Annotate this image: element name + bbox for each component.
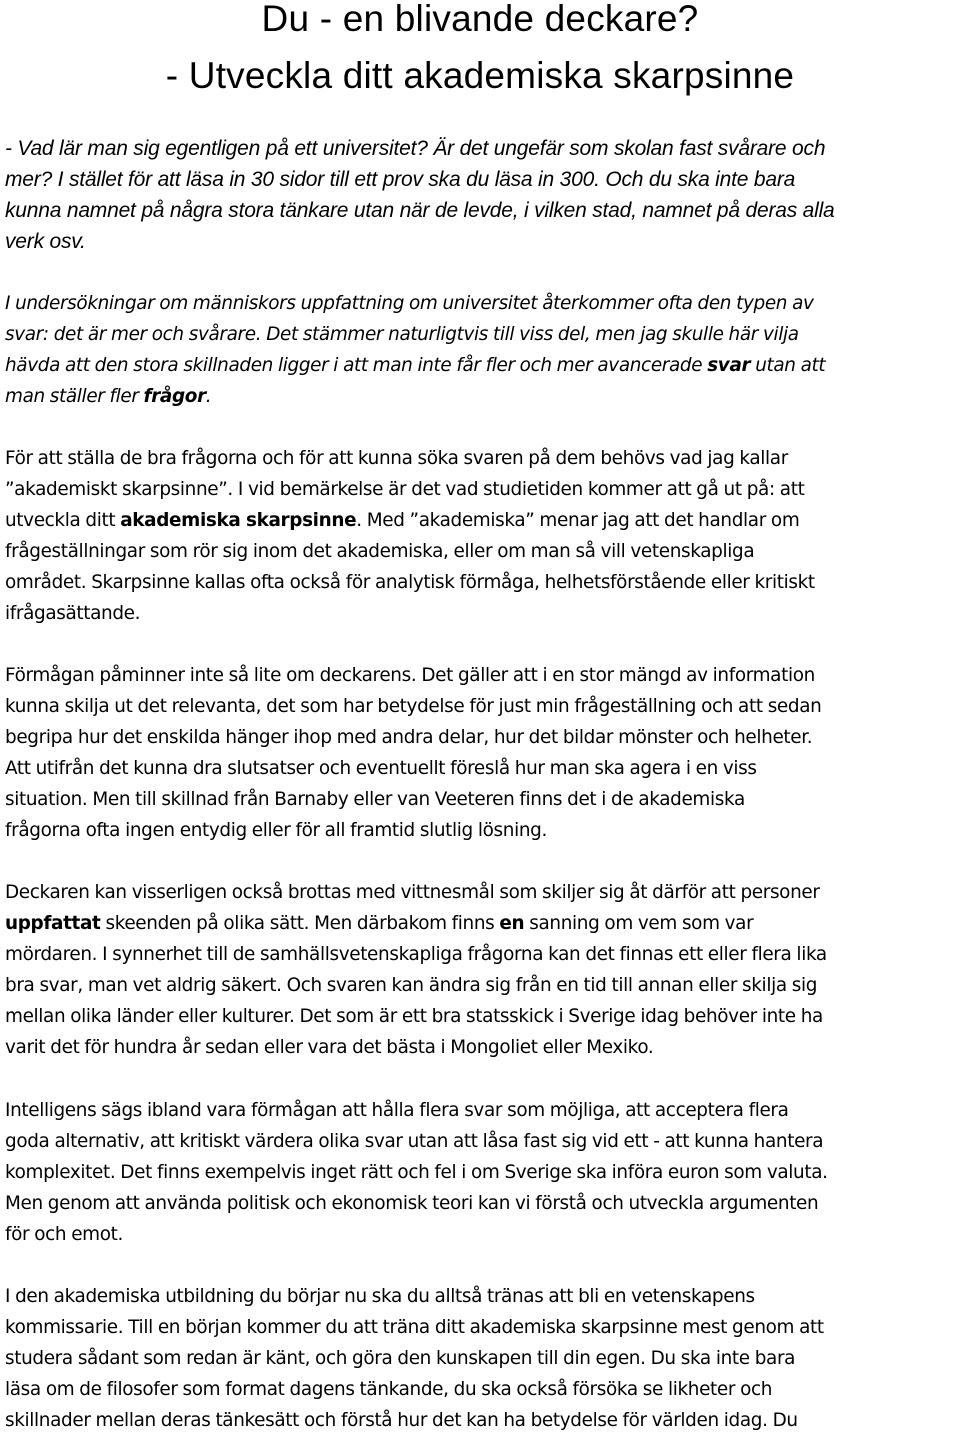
text-run: man ställer fler (5, 386, 144, 407)
paragraph-surveys (5, 288, 960, 412)
text-line: varit det för hundra år sedan eller vara det bästa i Mongoliet eller Mexiko. (5, 1037, 654, 1058)
text-run: . (205, 386, 212, 407)
text-line: komplexitet. Det finns exempelvis inget rätt och fel i om Sverige ska införa euron som valuta. (5, 1162, 828, 1183)
emphasis-akademiska-skarpsinne: akademiska skarpsinne (120, 510, 357, 531)
text-line: Men genom att använda politisk och ekonomisk teori kan vi förstå och utveckla argumenten (5, 1193, 819, 1214)
emphasis-uppfattat: uppfattat (5, 913, 101, 934)
text-line: I den akademiska utbildning du börjar nu ska du alltså tränas att bli en vetenskapens (5, 1286, 755, 1307)
text-run: sanning om vem som var (524, 913, 754, 934)
text-line (5, 381, 960, 412)
document-title-line-2: - Utveckla ditt akademiska skarpsinne (165, 55, 795, 96)
text-line (5, 505, 960, 536)
emphasis-en: en (499, 913, 525, 934)
text-line: kunna namnet på några stora tänkare utan när de levde, i vilken stad, namnet på deras alla (5, 199, 835, 222)
text-line: området. Skarpsinne kallas ofta också för analytisk förmåga, helhetsförstående eller kritiskt (5, 572, 815, 593)
text-line: Intelligens sägs ibland vara förmågan att hålla flera svar som möjliga, att acceptera flera (5, 1100, 789, 1121)
text-line: ”akademiskt skarpsinne”. I vid bemärkelse är det vad studietiden kommer att gå ut på: att (5, 479, 805, 500)
text-line: frågorna ofta ingen entydig eller för all framtid slutlig lösning. (5, 820, 547, 841)
text-line: skillnader mellan deras tänkesätt och förstå hur det kan ha betydelse för världen idag. Du (5, 1410, 798, 1431)
text-run: hävda att den stora skillnaden ligger i att man inte får fler och mer avancerade (5, 355, 708, 376)
text-line (5, 350, 960, 381)
text-line: frågeställningar som rör sig inom det akademiska, eller om man så vill vetenskapliga (5, 541, 755, 562)
paragraph-intro (5, 133, 960, 257)
paragraph-skarpsinne (5, 443, 960, 629)
text-line: mer? I stället för att läsa in 30 sidor till ett prov ska du läsa in 300. Och du ska inte bara (5, 168, 796, 191)
text-line: För att ställa de bra frågorna och för att kunna söka svaren på dem behövs vad jag kallar (5, 448, 788, 469)
text-line: mellan olika länder eller kulturer. Det som är ett bra statsskick i Sverige idag behöver inte ha (5, 1006, 823, 1027)
paragraph-deckare (5, 660, 960, 846)
text-run: . Med ”akademiska” menar jag att det handlar om (356, 510, 800, 531)
text-line: ifrågasättande. (5, 603, 141, 624)
text-line: begripa hur det enskilda hänger ihop med andra delar, hur det bildar mönster och helheter. (5, 727, 813, 748)
text-line: verk osv. (5, 230, 86, 253)
text-line: för och emot. (5, 1224, 123, 1245)
paragraph-utbildning (5, 1281, 960, 1436)
text-line: läsa om de filosofer som format dagens tänkande, du ska också försöka se likheter och (5, 1379, 773, 1400)
text-run: utan att (750, 355, 826, 376)
emphasis-svar: svar (707, 355, 751, 376)
text-line: svar: det är mer och svårare. Det stämmer naturligtvis till viss del, men jag skulle här vilja (5, 324, 799, 345)
text-line (5, 908, 960, 939)
text-run: skeenden på olika sätt. Men därbakom finns (100, 913, 500, 934)
document-title-line-1: Du - en blivande deckare? (261, 0, 699, 39)
text-line: goda alternativ, att kritiskt värdera olika svar utan att låsa fast sig vid ett - att kunna hantera (5, 1131, 824, 1152)
text-line: mördaren. I synnerhet till de samhällsvetenskapliga frågorna kan det finnas ett eller flera lika (5, 944, 827, 965)
paragraph-vittnesmal (5, 877, 960, 1063)
text-line: - Vad lär man sig egentligen på ett universitet? Är det ungefär som skolan fast svårare och (5, 137, 826, 160)
text-line: Att utifrån det kunna dra slutsatser och eventuellt föreslå hur man ska agera i en viss (5, 758, 757, 779)
text-run: utveckla ditt (5, 510, 121, 531)
text-line: I undersökningar om människors uppfattning om universitet återkommer ofta den typen av (5, 293, 814, 314)
text-line: Deckaren kan visserligen också brottas med vittnesmål som skiljer sig åt därför att personer (5, 882, 820, 903)
text-line: bra svar, man vet aldrig säkert. Och svaren kan ändra sig från en tid till annan eller skilja sig (5, 975, 818, 996)
paragraph-intelligens (5, 1095, 960, 1250)
text-line: Förmågan påminner inte så lite om deckarens. Det gäller att i en stor mängd av information (5, 665, 815, 686)
text-line: situation. Men till skillnad från Barnaby eller van Veeteren finns det i de akademiska (5, 789, 745, 810)
text-line: studera sådant som redan är känt, och göra den kunskapen till din egen. Du ska inte bara (5, 1348, 796, 1369)
emphasis-fragor: frågor (143, 386, 206, 407)
text-line: kunna skilja ut det relevanta, det som har betydelse för just min frågeställning och att sedan (5, 696, 822, 717)
text-line: kommissarie. Till en början kommer du att träna ditt akademiska skarpsinne mest genom att (5, 1317, 824, 1338)
